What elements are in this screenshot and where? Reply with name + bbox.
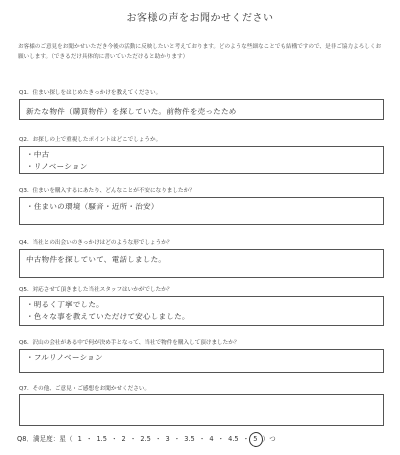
question-2-label: Q2．お探しの上で重視したポイントはどこでしょうか。	[19, 137, 162, 143]
rating-option-2-5[interactable]: 2.5	[140, 435, 151, 443]
rating-separator: ・	[129, 435, 137, 443]
question-6-label: Q6．沢山の会社がある中で何が決め手となって、当社で物件を購入して頂けましたか？	[19, 340, 240, 346]
form-intro: お客様のご意見をお聞かせいただき今後の活動に反映したいと考えております。どのような些細なことでも結構ですので、是非ご協力よろしくお願いします。（できるだけ具体的に書いていただけると助かります）	[18, 44, 382, 60]
question-4-answer-box[interactable]	[19, 249, 384, 278]
question-1-label: Q1．住まい探しをはじめたきっかけを教えてください。	[19, 90, 162, 96]
rating-option-3[interactable]: 3	[165, 435, 170, 443]
question-3-label: Q3．住まいを購入するにあたり、どんなことが不安になりましたか？	[19, 188, 195, 194]
question-5-answer-2: ・色々な事を教えていただけて安心しました。	[25, 312, 191, 321]
rating-label: Q8．満足度：星（	[17, 435, 73, 443]
rating-row	[17, 433, 276, 443]
question-6-answer-box[interactable]	[19, 349, 384, 373]
question-4-label: Q4．当社との出会いのきっかけはどのような形でしょうか？	[19, 240, 173, 246]
question-6-answer: ・フルリノベーション	[25, 353, 104, 362]
rating-option-4-5[interactable]: 4.5	[228, 435, 239, 443]
rating-option-3-5[interactable]: 3.5	[184, 435, 195, 443]
selected-circle-mark	[249, 432, 263, 447]
rating-separator: ・	[242, 435, 250, 443]
rating-option-2[interactable]: 2	[121, 435, 126, 443]
question-2-answer-2: ・リノベーション	[25, 162, 88, 171]
rating-option-1[interactable]: 1	[77, 435, 82, 443]
question-3-answer-box[interactable]	[19, 197, 384, 225]
rating-option-4[interactable]: 4	[209, 435, 214, 443]
question-1-answer-box[interactable]	[19, 99, 384, 120]
question-7-label: Q7．その他、ご意見・ご感想をお聞かせください。	[19, 386, 151, 392]
rating-separator: ・	[110, 435, 118, 443]
question-1-answer: 新たな物件（購買物件）を探していた。前物件を売ったため	[25, 107, 237, 116]
rating-options	[75, 435, 261, 443]
rating-option-5[interactable]: 5	[253, 435, 257, 443]
rating-separator: ・	[198, 435, 206, 443]
question-4-answer: 中古物件を探していて、電話しました。	[25, 255, 167, 264]
question-7-answer-box[interactable]	[19, 394, 384, 426]
question-2-answer-box[interactable]	[19, 146, 384, 174]
question-3-answer: ・住まいの環境（騒音・近所・治安）	[25, 202, 159, 211]
rating-separator: ・	[173, 435, 181, 443]
rating-separator: ・	[217, 435, 225, 443]
rating-suffix: ）つ	[262, 435, 276, 443]
rating-separator: ・	[154, 435, 162, 443]
form-title: お客様の声をお聞かせください	[126, 13, 274, 24]
question-5-answer-box[interactable]	[19, 296, 384, 326]
question-5-answer-1: ・明るく丁寧でした。	[25, 300, 105, 309]
question-5-label: Q5．対応させて頂きました当社スタッフはいかがでしたか？	[19, 287, 173, 293]
rating-option-1-5[interactable]: 1.5	[96, 435, 107, 443]
question-2-answer-1: ・中古	[25, 150, 50, 159]
rating-separator: ・	[85, 435, 93, 443]
